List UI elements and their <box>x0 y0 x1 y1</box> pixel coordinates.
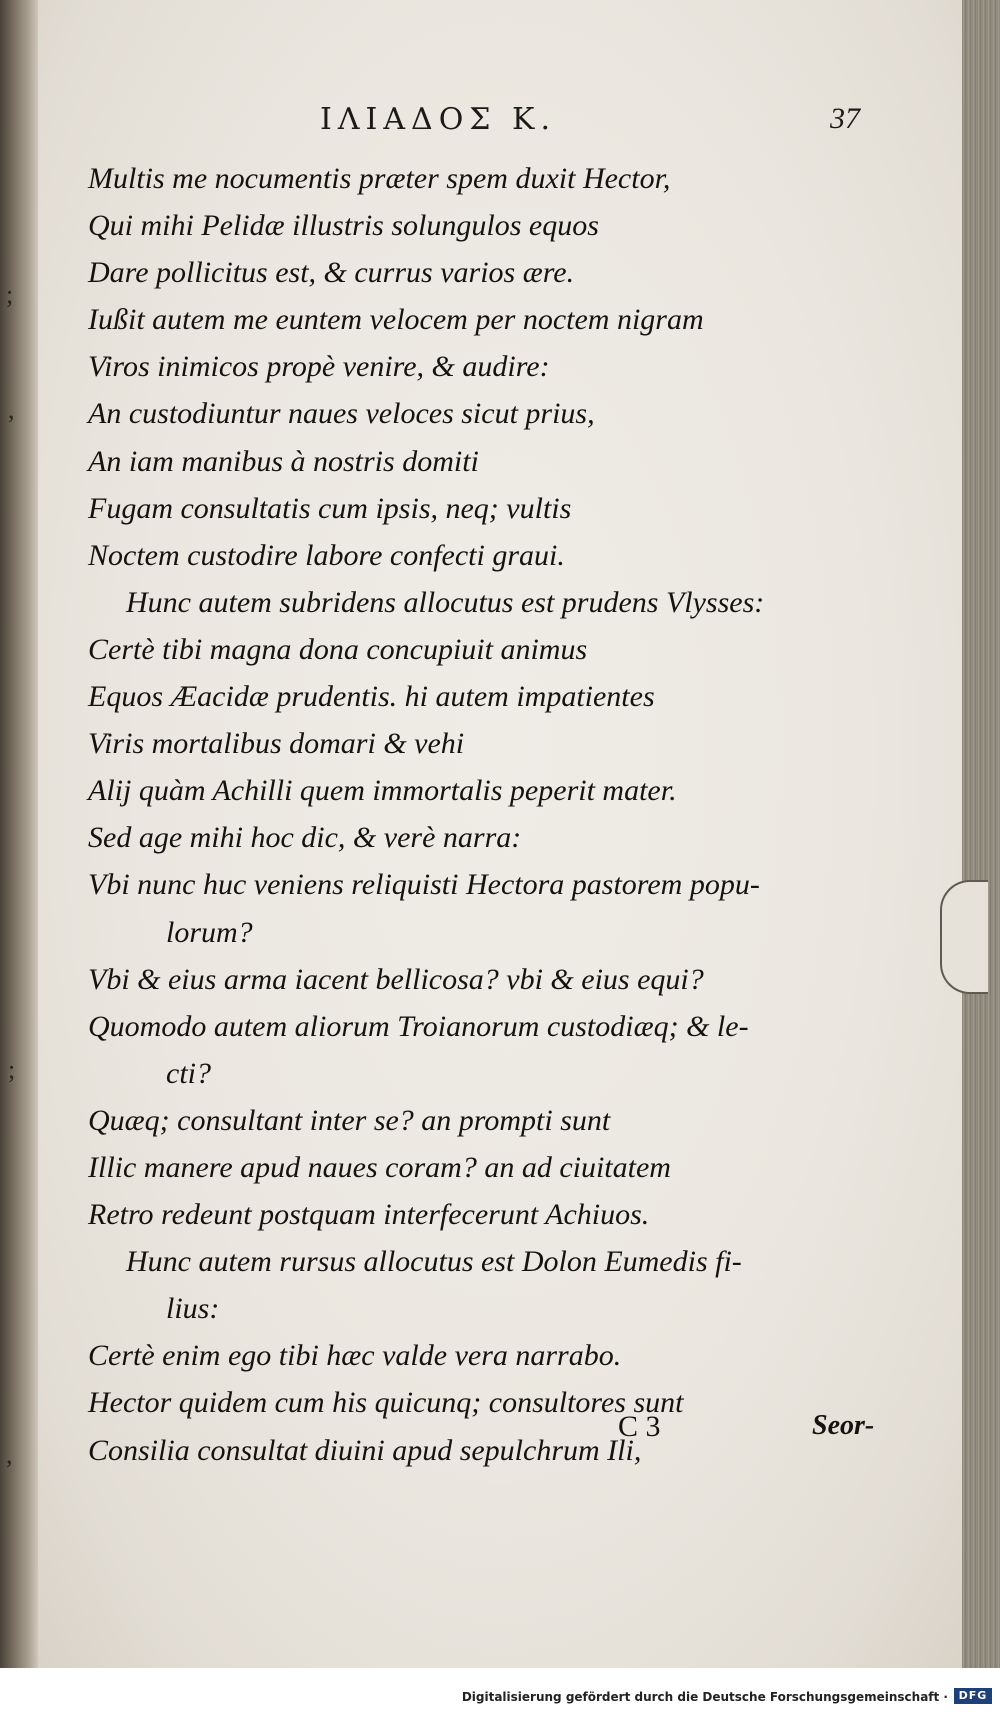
text-line: Sed age mihi hoc dic, & verè narra: <box>88 821 522 855</box>
text-line: Fugam consultatis cum ipsis, neq; vultis <box>88 491 572 525</box>
text-line-continuation: lorum? <box>166 915 253 949</box>
text-line: Viris mortalibus domari & vehi <box>88 727 465 761</box>
text-line: Equos Æacidæ prudentis. hi autem impatientes <box>88 680 655 714</box>
text-line: Multis me nocumentis præter spem duxit Hector, <box>88 162 671 195</box>
running-head: ΙΛΙΑΔΟΣ Κ. <box>320 102 556 137</box>
text-line: Viros inimicos propè venire, & audire: <box>88 350 550 384</box>
text-line: Hector quidem cum his quicunq; consultores sunt <box>88 1386 684 1420</box>
text-line: An iam manibus à nostris domiti <box>88 444 479 478</box>
page-header <box>0 102 1000 142</box>
text-line: Hunc autem subridens allocutus est prudens Vlysses: <box>126 585 765 619</box>
text-line: Dare pollicitus est, & currus varios ære. <box>88 256 575 290</box>
margin-mark: , <box>6 1440 13 1469</box>
signature-mark: C 3 <box>618 1410 661 1443</box>
text-line: Vbi nunc huc veniens reliquisti Hectora pastorem popu- <box>88 868 760 902</box>
text-line: Vbi & eius arma iacent bellicosa? vbi & eius equi? <box>88 962 704 996</box>
text-line: Iußit autem me euntem velocem per noctem nigram <box>88 303 704 337</box>
text-line: Illic manere apud naues coram? an ad ciuitatem <box>88 1150 671 1184</box>
page-block-edge <box>962 0 1000 1668</box>
clasp-tab <box>940 880 988 994</box>
text-line: Consilia consultat diuini apud sepulchrum Ili, <box>88 1433 642 1467</box>
margin-mark: , <box>8 395 15 424</box>
page-number: 37 <box>830 102 860 135</box>
dfg-logo-icon: DFG <box>954 1688 992 1704</box>
text-line: Hunc autem rursus allocutus est Dolon Eumedis fi- <box>126 1245 742 1279</box>
body-text <box>88 155 888 1474</box>
margin-mark: ; <box>6 280 14 309</box>
text-line: Quomodo autem aliorum Troianorum custodiæq; & le- <box>88 1009 749 1043</box>
text-line: Certè enim ego tibi hæc valde vera narrabo. <box>88 1339 622 1373</box>
text-line: Noctem custodire labore confecti graui. <box>88 538 565 572</box>
text-line: Quæq; consultant inter se? an prompti sunt <box>88 1103 611 1137</box>
margin-mark: ; <box>8 1055 16 1084</box>
text-line: Qui mihi Pelidæ illustris solungulos equos <box>88 209 599 243</box>
credit-text: Digitalisierung gefördert durch die Deutsche Forschungsgemeinschaft · <box>461 1690 948 1704</box>
text-line-continuation: lius: <box>166 1292 220 1326</box>
text-line: An custodiuntur naues veloces sicut prius, <box>88 397 595 431</box>
text-line: Alij quàm Achilli quem immortalis peperit mater. <box>88 774 677 808</box>
text-line: Certè tibi magna dona concupiuit animus <box>88 632 588 666</box>
catchword: Seor- <box>812 1410 875 1441</box>
text-line-continuation: cti? <box>166 1056 211 1090</box>
text-line: Retro redeunt postquam interfecerunt Achiuos. <box>88 1198 650 1232</box>
